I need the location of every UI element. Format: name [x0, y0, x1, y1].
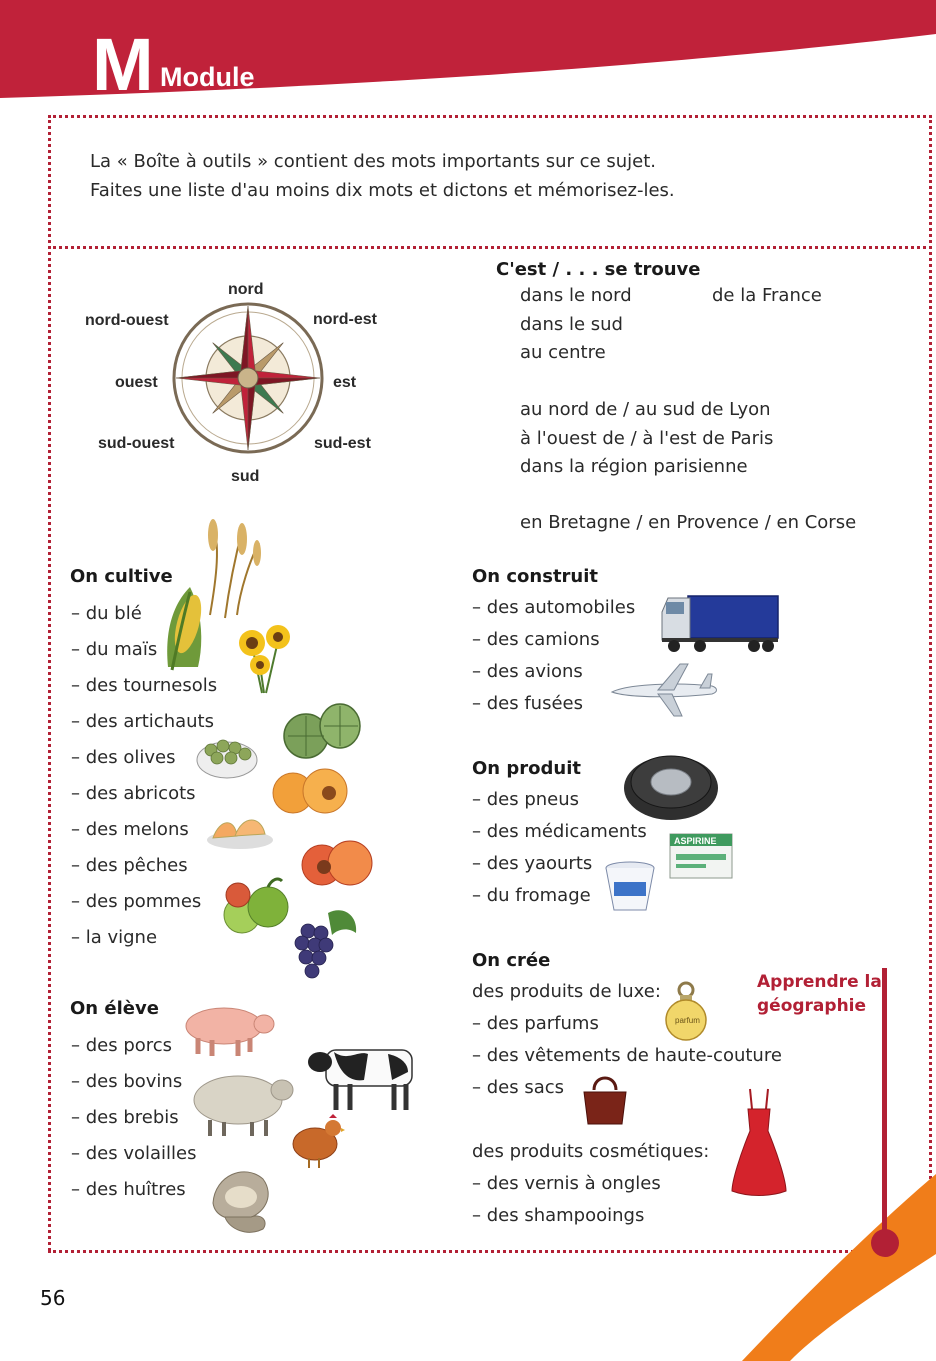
eleve-title: On élève — [70, 998, 159, 1019]
list-item: – des pêches — [71, 855, 188, 876]
compass-label-nord: nord — [228, 281, 264, 298]
list-item: – des abricots — [71, 783, 196, 804]
sheep-illustration — [190, 1070, 295, 1138]
frame-right-border — [929, 115, 932, 1215]
intro-text — [90, 148, 675, 205]
side-label-line-1: Apprendre la — [757, 972, 882, 992]
perfume-bottle-illustration — [662, 980, 710, 1042]
apricots-illustration — [265, 765, 355, 817]
location-group-2 — [520, 396, 773, 482]
hen-illustration — [285, 1112, 345, 1170]
module-logo-word: Module — [160, 62, 255, 92]
medicine-box-label: ASPIRINE — [674, 836, 717, 846]
grapes-illustration — [288, 905, 363, 985]
location-title: C'est / . . . se trouve — [496, 259, 701, 280]
list-item: – du blé — [71, 603, 142, 624]
module-logo-letter: M — [92, 23, 152, 106]
list-item: – des melons — [71, 819, 189, 840]
list-item: – des vernis à ongles — [472, 1173, 661, 1194]
page-number: 56 — [40, 1286, 66, 1310]
location-item: dans le nord — [520, 285, 632, 306]
location-item: dans la région parisienne — [520, 456, 748, 477]
eleve-list — [71, 1028, 196, 1208]
location-item: au nord de / au sud de Lyon — [520, 399, 771, 420]
intro-line-2: Faites une liste d'au moins dix mots et dictons et mémorisez-les. — [90, 179, 675, 201]
location-item: à l'ouest de / à l'est de Paris — [520, 427, 774, 449]
location-suffix: de la France — [712, 285, 822, 306]
compass-rose-illustration — [170, 300, 326, 456]
compass-label-nord-est: nord-est — [313, 311, 377, 328]
cree-luxe-intro: des produits de luxe: — [472, 981, 661, 1002]
location-regions: en Bretagne / en Provence / en Corse — [520, 512, 857, 533]
side-bar-end-dot — [871, 1229, 899, 1257]
location-item: au centre — [520, 342, 606, 363]
construit-title: On construit — [472, 566, 599, 587]
compass-label-sud: sud — [231, 468, 260, 485]
list-item: – des artichauts — [71, 711, 214, 732]
peaches-illustration — [300, 835, 375, 893]
list-item: – des tournesols — [71, 675, 218, 696]
list-item: – des bovins — [71, 1071, 183, 1092]
melons-illustration — [205, 810, 275, 850]
list-item: – des porcs — [71, 1035, 173, 1056]
list-item: – du fromage — [472, 885, 591, 906]
pig-illustration — [180, 1000, 276, 1058]
list-item: – des médicaments — [472, 821, 647, 842]
list-item: – des automobiles — [472, 597, 636, 618]
location-group-1 — [520, 282, 632, 368]
side-label-line-2: géographie — [757, 996, 867, 1016]
cree-cosm-list — [472, 1168, 661, 1232]
handbag-illustration — [580, 1070, 630, 1126]
frame-divider — [48, 246, 932, 249]
tire-illustration — [622, 750, 720, 822]
airplane-illustration — [608, 660, 720, 720]
compass-label-sud-est: sud-est — [314, 435, 371, 452]
compass-label-ouest: ouest — [115, 374, 158, 391]
perfume-label: parfum — [675, 1016, 700, 1025]
frame-left-border — [48, 115, 51, 1251]
sunflower-illustration — [232, 615, 297, 695]
apples-illustration — [220, 877, 295, 937]
list-item: – des huîtres — [71, 1179, 186, 1200]
oysters-illustration — [205, 1155, 280, 1240]
list-item: – des avions — [472, 661, 583, 682]
corn-illustration — [160, 582, 215, 672]
cow-illustration — [308, 1032, 438, 1112]
compass-label-est: est — [333, 374, 357, 391]
compass-label-nord-ouest: nord-ouest — [85, 312, 169, 329]
frame-top-border — [48, 115, 932, 118]
truck-illustration — [660, 590, 780, 655]
list-item: – des yaourts — [472, 853, 593, 874]
list-item: – des pommes — [71, 891, 202, 912]
list-item: – la vigne — [71, 927, 158, 948]
intro-line-1: La « Boîte à outils » contient des mots importants sur ce sujet. — [90, 151, 657, 172]
side-label — [757, 970, 882, 1018]
list-item: – des camions — [472, 629, 600, 650]
list-item: – des fusées — [472, 693, 583, 714]
orange-corner-band — [700, 1150, 936, 1361]
cree-cosm-intro: des produits cosmétiques: — [472, 1141, 710, 1162]
list-item: – des volailles — [71, 1143, 197, 1164]
list-item: – des sacs — [472, 1077, 565, 1098]
list-item: – des olives — [71, 747, 176, 768]
list-item: – des vêtements de haute-couture — [472, 1045, 782, 1066]
cultive-title: On cultive — [70, 566, 173, 587]
olives-bowl-illustration — [195, 730, 260, 782]
medicine-box-illustration — [668, 828, 734, 880]
list-item: – des shampooings — [472, 1205, 645, 1226]
artichoke-illustration — [278, 698, 366, 760]
produit-title: On produit — [472, 758, 581, 779]
list-item: – des brebis — [71, 1107, 179, 1128]
cree-title: On crée — [472, 950, 551, 971]
list-item: – des parfums — [472, 1013, 599, 1034]
yogurt-illustration — [604, 860, 656, 914]
list-item: – du maïs — [71, 639, 158, 660]
list-item: – des pneus — [472, 789, 580, 810]
side-bar — [882, 968, 887, 1240]
compass-label-sud-ouest: sud-ouest — [98, 435, 175, 452]
location-item: dans le sud — [520, 313, 623, 335]
